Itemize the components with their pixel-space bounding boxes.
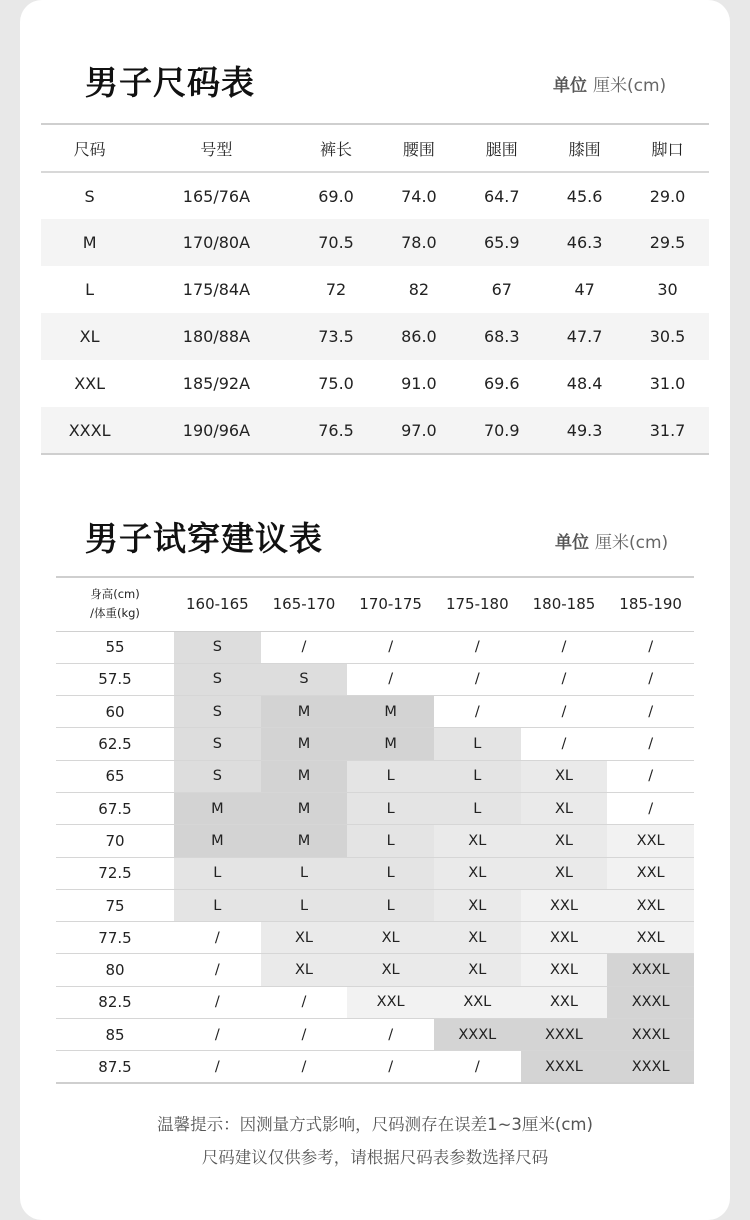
recommended-size-cell: / bbox=[607, 631, 694, 663]
recommended-size-cell: / bbox=[434, 1051, 521, 1083]
recommended-size-cell: M bbox=[261, 760, 348, 792]
recommended-size-cell: XL bbox=[347, 922, 434, 954]
recommended-size-cell: M bbox=[174, 825, 261, 857]
recommended-size-cell: S bbox=[174, 760, 261, 792]
size-cell: 46.3 bbox=[543, 219, 626, 266]
recommended-size-cell: / bbox=[174, 1051, 261, 1083]
recommended-size-cell: / bbox=[261, 986, 348, 1018]
weight-cell: 87.5 bbox=[56, 1051, 174, 1083]
recommended-size-cell: L bbox=[174, 857, 261, 889]
header-cell: 脚口 bbox=[626, 124, 709, 172]
recommended-size-cell: XL bbox=[434, 954, 521, 986]
recommended-size-cell: / bbox=[607, 663, 694, 695]
fit-row bbox=[56, 663, 694, 695]
recommended-size-cell: / bbox=[174, 1019, 261, 1051]
size-cell: 76.5 bbox=[295, 407, 378, 454]
recommended-size-cell: / bbox=[347, 1019, 434, 1051]
fit-row bbox=[56, 792, 694, 824]
size-cell: M bbox=[41, 219, 138, 266]
size-cell: 45.6 bbox=[566, 186, 603, 206]
size-cell: 31.0 bbox=[649, 374, 686, 393]
size-cell: 97.0 bbox=[377, 407, 460, 454]
recommended-size-cell: L bbox=[347, 857, 434, 889]
size-cell: 47.7 bbox=[543, 313, 626, 360]
fit-row bbox=[56, 889, 694, 921]
size-cell: 78.0 bbox=[377, 219, 460, 266]
unit-label: 单位 bbox=[555, 533, 589, 553]
size-cell: 30 bbox=[657, 280, 678, 299]
recommended-size-cell: S bbox=[261, 663, 348, 695]
fit-chart-corner bbox=[56, 577, 174, 631]
weight-cell: 60 bbox=[56, 696, 174, 728]
recommended-size-cell: / bbox=[521, 696, 608, 728]
size-chart-table bbox=[41, 123, 709, 455]
recommended-size-cell: XL bbox=[521, 792, 608, 824]
recommended-size-cell: / bbox=[521, 663, 608, 695]
recommended-size-cell: / bbox=[174, 922, 261, 954]
size-cell: 180/88A bbox=[138, 313, 294, 360]
recommended-size-cell: XL bbox=[434, 857, 521, 889]
recommended-size-cell: XL bbox=[261, 954, 348, 986]
weight-cell: 85 bbox=[56, 1019, 174, 1051]
size-cell: 70.5 bbox=[295, 219, 378, 266]
fit-chart-unit bbox=[555, 528, 668, 553]
size-cell: 69.6 bbox=[483, 374, 520, 393]
recommended-size-cell: L bbox=[347, 760, 434, 792]
size-cell: 31.7 bbox=[626, 407, 709, 454]
weight-cell: 65 bbox=[56, 760, 174, 792]
size-chart-header-row bbox=[41, 124, 709, 172]
recommended-size-cell: XXXL bbox=[607, 1051, 694, 1083]
recommended-size-cell: / bbox=[174, 986, 261, 1018]
size-cell: S bbox=[84, 186, 95, 206]
height-range-header: 170-175 bbox=[347, 577, 434, 631]
size-chart-body bbox=[41, 172, 709, 454]
size-cell: 185/92A bbox=[182, 374, 251, 393]
header-cell: 裤长 bbox=[295, 124, 378, 172]
unit-value: 厘米(cm) bbox=[593, 76, 667, 96]
size-cell: 91.0 bbox=[401, 374, 437, 393]
header-cell: 膝围 bbox=[543, 124, 626, 172]
weight-cell: 75 bbox=[56, 889, 174, 921]
size-chart-title: 男子尺码表 bbox=[85, 63, 255, 102]
weight-cell: 80 bbox=[56, 954, 174, 986]
recommended-size-cell: XXL bbox=[607, 889, 694, 921]
recommended-size-cell: XXXL bbox=[607, 954, 694, 986]
size-cell: 29.0 bbox=[649, 186, 686, 206]
recommended-size-cell: XL bbox=[434, 922, 521, 954]
recommended-size-cell: / bbox=[607, 760, 694, 792]
recommended-size-cell: L bbox=[434, 792, 521, 824]
recommended-size-cell: / bbox=[261, 631, 348, 663]
recommended-size-cell: M bbox=[347, 728, 434, 760]
recommended-size-cell: M bbox=[174, 792, 261, 824]
recommended-size-cell: XL bbox=[521, 857, 608, 889]
recommended-size-cell: / bbox=[261, 1051, 348, 1083]
size-cell: 29.5 bbox=[626, 219, 709, 266]
size-row bbox=[41, 407, 709, 454]
size-cell: 170/80A bbox=[138, 219, 294, 266]
recommended-size-cell: XL bbox=[347, 954, 434, 986]
recommended-size-cell: XXXL bbox=[434, 1019, 521, 1051]
recommended-size-cell: L bbox=[347, 889, 434, 921]
recommended-size-cell: M bbox=[347, 696, 434, 728]
recommended-size-cell: / bbox=[607, 792, 694, 824]
recommended-size-cell: XL bbox=[434, 825, 521, 857]
recommended-size-cell: / bbox=[174, 954, 261, 986]
recommended-size-cell: / bbox=[434, 631, 521, 663]
reference-note: 尺码建议仅供参考，请根据尺码表参数选择尺码 bbox=[201, 1148, 549, 1167]
unit-value: 厘米(cm) bbox=[595, 533, 669, 553]
recommended-size-cell: M bbox=[261, 792, 348, 824]
size-cell: 47 bbox=[574, 280, 595, 299]
fit-chart-header-row bbox=[56, 577, 694, 631]
recommended-size-cell: XXXL bbox=[521, 1019, 608, 1051]
weight-cell: 77.5 bbox=[56, 922, 174, 954]
recommended-size-cell: XXL bbox=[521, 954, 608, 986]
size-row bbox=[41, 172, 709, 219]
fit-row bbox=[56, 696, 694, 728]
header-cell: 尺码 bbox=[41, 124, 138, 172]
height-range-header: 175-180 bbox=[434, 577, 521, 631]
weight-cell: 67.5 bbox=[56, 792, 174, 824]
size-cell: 175/84A bbox=[182, 280, 251, 299]
weight-cell: 62.5 bbox=[56, 728, 174, 760]
recommended-size-cell: XL bbox=[434, 889, 521, 921]
size-row bbox=[41, 360, 709, 407]
recommended-size-cell: XXXL bbox=[607, 986, 694, 1018]
recommended-size-cell: L bbox=[347, 792, 434, 824]
recommended-size-cell: XXL bbox=[607, 825, 694, 857]
recommended-size-cell: / bbox=[607, 696, 694, 728]
recommended-size-cell: XXL bbox=[434, 986, 521, 1018]
recommended-size-cell: XXL bbox=[521, 922, 608, 954]
size-cell: 70.9 bbox=[460, 407, 543, 454]
recommended-size-cell: XL bbox=[521, 825, 608, 857]
recommended-size-cell: XXL bbox=[607, 922, 694, 954]
weight-cell: 55 bbox=[56, 631, 174, 663]
recommended-size-cell: / bbox=[521, 728, 608, 760]
size-cell: 49.3 bbox=[543, 407, 626, 454]
size-row bbox=[41, 219, 709, 266]
recommended-size-cell: S bbox=[174, 728, 261, 760]
recommended-size-cell: L bbox=[261, 857, 348, 889]
fit-chart-title: 男子试穿建议表 bbox=[85, 519, 323, 558]
size-cell: L bbox=[85, 280, 95, 299]
recommended-size-cell: XXL bbox=[347, 986, 434, 1018]
size-cell: XL bbox=[41, 313, 138, 360]
recommended-size-cell: M bbox=[261, 696, 348, 728]
weight-axis-label: /体重(kg) bbox=[90, 606, 140, 621]
height-axis-label: 身高(cm) bbox=[90, 587, 140, 602]
size-cell: 67 bbox=[491, 280, 512, 299]
weight-cell: 70 bbox=[56, 825, 174, 857]
fit-row bbox=[56, 631, 694, 663]
weight-cell: 72.5 bbox=[56, 857, 174, 889]
recommended-size-cell: XL bbox=[521, 760, 608, 792]
height-range-header: 160-165 bbox=[174, 577, 261, 631]
size-cell: 75.0 bbox=[318, 374, 354, 393]
fit-chart-body bbox=[56, 631, 694, 1083]
fit-row bbox=[56, 1019, 694, 1051]
size-cell: 68.3 bbox=[460, 313, 543, 360]
recommended-size-cell: XXL bbox=[521, 986, 608, 1018]
size-cell: 190/96A bbox=[138, 407, 294, 454]
size-cell: 64.7 bbox=[483, 186, 520, 206]
recommended-size-cell: L bbox=[174, 889, 261, 921]
size-cell: XXXL bbox=[41, 407, 138, 454]
recommended-size-cell: / bbox=[521, 631, 608, 663]
recommended-size-cell: XXXL bbox=[521, 1051, 608, 1083]
height-range-header: 180-185 bbox=[521, 577, 608, 631]
recommended-size-cell: XXL bbox=[521, 889, 608, 921]
recommended-size-cell: S bbox=[174, 696, 261, 728]
recommended-size-cell: XL bbox=[261, 922, 348, 954]
fit-row bbox=[56, 825, 694, 857]
recommended-size-cell: / bbox=[347, 631, 434, 663]
recommended-size-cell: XXXL bbox=[607, 1019, 694, 1051]
height-range-header: 185-190 bbox=[607, 577, 694, 631]
recommended-size-cell: / bbox=[261, 1019, 348, 1051]
size-chart-unit bbox=[553, 71, 666, 96]
fit-row bbox=[56, 857, 694, 889]
size-cell: 30.5 bbox=[626, 313, 709, 360]
size-cell: 65.9 bbox=[460, 219, 543, 266]
recommended-size-cell: L bbox=[434, 760, 521, 792]
recommended-size-cell: S bbox=[174, 663, 261, 695]
size-guide-card bbox=[20, 0, 730, 1220]
fit-row bbox=[56, 1051, 694, 1083]
recommended-size-cell: XXL bbox=[607, 857, 694, 889]
recommended-size-cell: L bbox=[434, 728, 521, 760]
size-cell: 165/76A bbox=[182, 186, 251, 206]
fit-row bbox=[56, 728, 694, 760]
recommended-size-cell: S bbox=[174, 631, 261, 663]
weight-cell: 57.5 bbox=[56, 663, 174, 695]
recommended-size-cell: / bbox=[347, 1051, 434, 1083]
size-cell: 74.0 bbox=[401, 186, 437, 206]
size-cell: 72 bbox=[325, 280, 347, 299]
fit-row bbox=[56, 922, 694, 954]
size-cell: 82 bbox=[408, 280, 430, 299]
size-cell: 86.0 bbox=[377, 313, 460, 360]
recommended-size-cell: L bbox=[261, 889, 348, 921]
fit-row bbox=[56, 986, 694, 1018]
header-cell: 腰围 bbox=[377, 124, 460, 172]
unit-label: 单位 bbox=[553, 76, 587, 96]
recommended-size-cell: / bbox=[434, 663, 521, 695]
size-row bbox=[41, 266, 709, 313]
height-range-header: 165-170 bbox=[261, 577, 348, 631]
recommended-size-cell: M bbox=[261, 728, 348, 760]
size-cell: 73.5 bbox=[295, 313, 378, 360]
header-cell: 腿围 bbox=[460, 124, 543, 172]
recommended-size-cell: / bbox=[434, 696, 521, 728]
size-row bbox=[41, 313, 709, 360]
header-cell: 号型 bbox=[138, 124, 294, 172]
recommended-size-cell: / bbox=[607, 728, 694, 760]
recommended-size-cell: / bbox=[347, 663, 434, 695]
measurement-note: 温馨提示：因测量方式影响，尺码测存在误差1~3厘米(cm) bbox=[157, 1115, 593, 1134]
recommended-size-cell: L bbox=[347, 825, 434, 857]
size-cell: 48.4 bbox=[566, 374, 603, 393]
size-cell: 69.0 bbox=[318, 186, 354, 206]
recommended-size-cell: M bbox=[261, 825, 348, 857]
weight-cell: 82.5 bbox=[56, 986, 174, 1018]
fit-row bbox=[56, 954, 694, 986]
fit-row bbox=[56, 760, 694, 792]
fit-chart-table bbox=[56, 576, 694, 1084]
size-cell: XXL bbox=[74, 374, 106, 393]
